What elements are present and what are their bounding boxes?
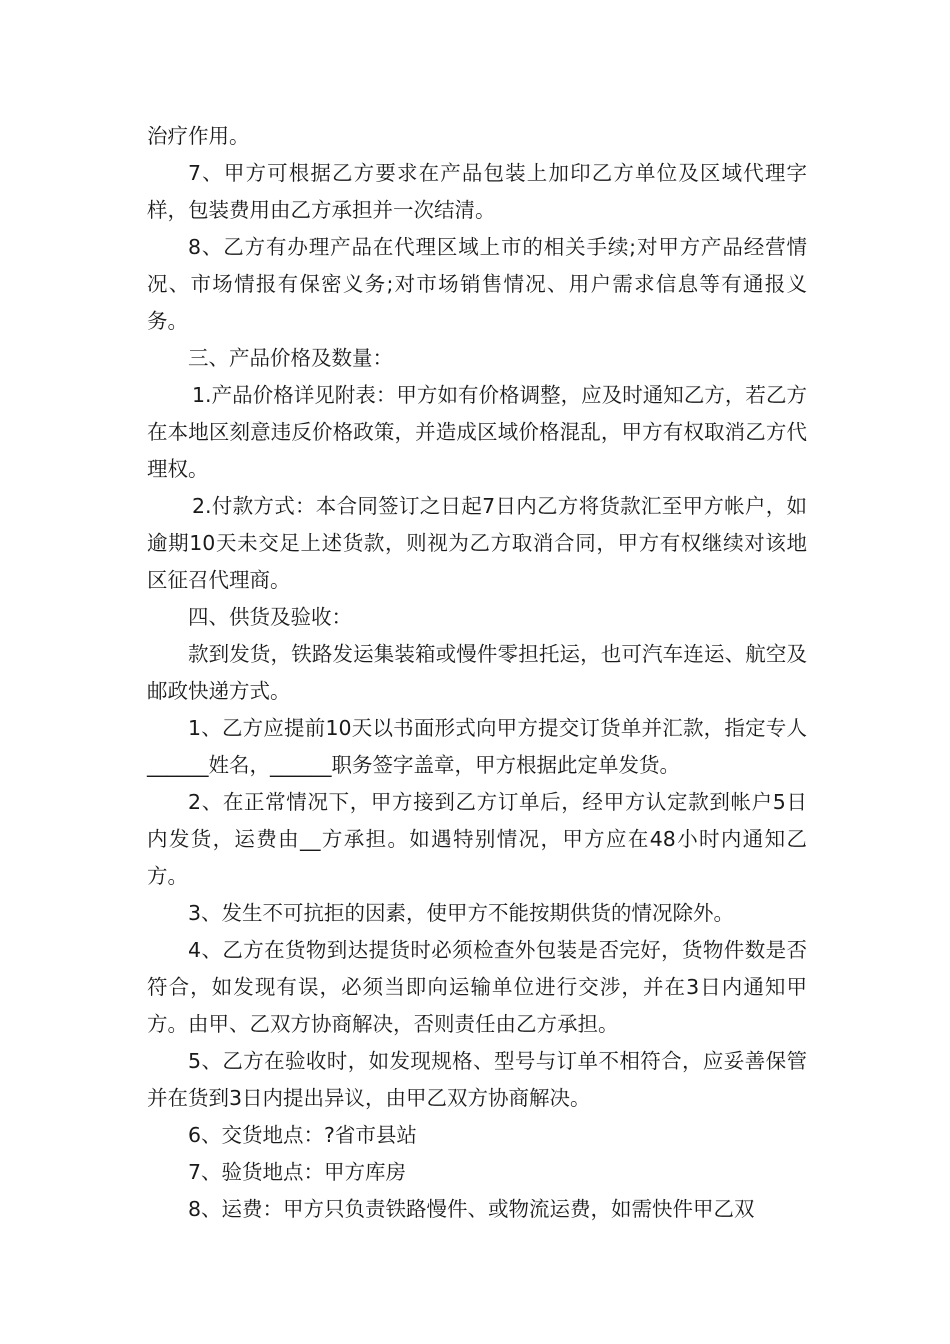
paragraph-payment: 2.付款方式：本合同签订之日起7日内乙方将货款汇至甲方帐户，如逾期10天未交足上述货款，则视为乙方取消合同，甲方有权继续对该地区征召代理商。 [147, 494, 807, 592]
paragraph-delivery-location: 6、交货地点：?省市县站 [188, 1123, 417, 1147]
paragraph-continuation: 治疗作用。 [147, 124, 250, 148]
paragraph-order-submission: 1、乙方应提前10天以书面形式向甲方提交订货单并汇款，指定专人______姓名，______职务签字盖章，甲方根据此定单发货。 [147, 716, 807, 777]
paragraph-price-list: 1.产品价格详见附表：甲方如有价格调整，应及时通知乙方，若乙方在本地区刻意违反价格政策，并造成区域价格混乱，甲方有权取消乙方代理权。 [147, 383, 807, 481]
paragraph-normal-delivery: 2、在正常情况下，甲方接到乙方订单后，经甲方认定款到帐户5日内发货，运费由__方承担。如遇特别情况，甲方应在48小时内通知乙方。 [147, 790, 807, 888]
paragraph-clause-8-duties: 8、乙方有办理产品在代理区域上市的相关手续;对甲方产品经营情况、市场情报有保密义务;对市场销售情况、用户需求信息等有通报义务。 [147, 235, 807, 333]
paragraph-force-majeure: 3、发生不可抗拒的因素，使甲方不能按期供货的情况除外。 [188, 901, 735, 925]
section-heading-price: 三、产品价格及数量： [188, 346, 393, 370]
paragraph-clause-7-imprint: 7、甲方可根据乙方要求在产品包装上加印乙方单位及区域代理字样，包装费用由乙方承担并一次结清。 [147, 161, 807, 222]
paragraph-inspection: 4、乙方在货物到达提货时必须检查外包装是否完好，货物件数是否符合，如发现有误，必须当即向运输单位进行交涉，并在3日内通知甲方。由甲、乙双方协商解决，否则责任由乙方承担。 [147, 938, 807, 1036]
section-heading-delivery: 四、供货及验收： [188, 605, 352, 629]
document-body [147, 118, 807, 1228]
paragraph-inspection-location: 7、验货地点：甲方库房 [188, 1160, 407, 1184]
paragraph-freight: 8、运费：甲方只负责铁路慢件、或物流运费，如需快件甲乙双 [188, 1197, 755, 1221]
paragraph-shipping-methods: 款到发货，铁路发运集装箱或慢件零担托运，也可汽车连运、航空及邮政快递方式。 [147, 642, 807, 703]
paragraph-acceptance: 5、乙方在验收时，如发现规格、型号与订单不相符合，应妥善保管并在货到3日内提出异议，由甲乙双方协商解决。 [147, 1049, 807, 1110]
